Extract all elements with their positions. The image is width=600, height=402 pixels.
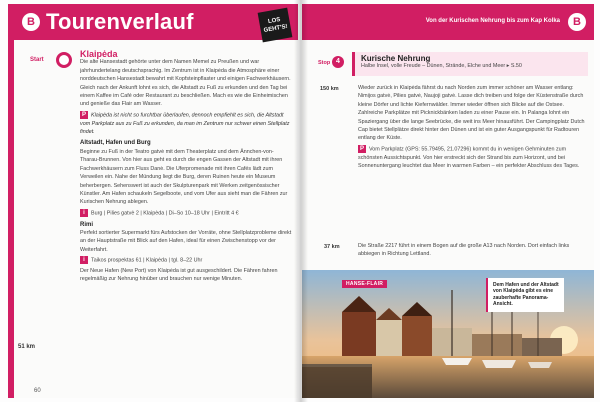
chapter-badge: B (22, 13, 40, 31)
poi-section (80, 50, 292, 284)
photo-caption: Dem Hafen und der Altstadt von Klaipėda gibt es eine zauberhafte Panorama-Ansicht. (486, 278, 564, 312)
info-line (80, 256, 292, 265)
info-text: Burg | Pilies gatvė 2 | Klaipėda | Di–So 10–18 Uhr | Eintritt 4 € (91, 210, 239, 217)
km-marker: 37 km (324, 244, 340, 250)
spine-shadow (294, 0, 308, 402)
body-paragraph: Perfekt sortierter Supermarkt fürs Aufstocken der Vorräte, ohne Stellplatzprobleme direkt an der Hauptstraße mit Blick auf den Hafen, ideal für einen Zwischenstopp vor der Weiterfahrt. (80, 229, 292, 253)
section-heading: Rimi (80, 221, 94, 228)
intro-paragraph: Die alte Hansestadt gehörte unter dem Namen Memel zu Preußen und war jahrhundertelang deutschsprachig. Im Zentrum ist in Klaipėda die Atmosphäre einer norddeutschen Hansestadt bewahrt mit Kopfsteinpflaster und einigen Fachwerkhäusern. Gleich nach der Ankunft lohnt es sich, die Altstadt zu Fuß zu erkunden und den Tag bei einem Kaffee im Café oder Restaurant zu beschließen. Mach es wie die Einheimischen und genieße das Flair am Wasser. (80, 59, 291, 108)
start-label: Start (30, 57, 44, 63)
photo-tag: HANSE-FLAIR (342, 280, 387, 288)
parking-icon: P (81, 111, 86, 118)
stop-subtitle: Halbe Insel, volle Freude – Dünen, Strände, Elche und Meer ▸ S.50 (361, 63, 522, 69)
stop-label: Stop (318, 60, 331, 66)
right-page (302, 4, 594, 398)
page-title: Tourenverlauf (46, 9, 194, 34)
body-paragraph: Der Neue Hafen (New Port) von Klaipėda ist gut ausgeschildert. Die Fähren fahren regelmäßig zur Nehrung hinüber und brauchen nur wenige Minuten. (80, 268, 278, 283)
poi-title: Klaipėda (80, 50, 118, 59)
start-marker-icon (56, 52, 72, 68)
page-number: 60 (34, 388, 41, 394)
parking-icon: P (359, 145, 364, 152)
page-edge-strip (8, 4, 14, 398)
route-text-2 (358, 242, 588, 262)
body-paragraph: Beginne zu Fuß in der Teatro gatvė mit dem Theaterplatz und dem Ännchen-von-Tharau-Brunnen. Von hier aus geht es durch die engen Gassen der Altstadt mit ihren Fachwerkhäusern zum Fluss Danė. Die Uferpromenade mit ihren Cafés lädt zum Verweilen ein. Nahe der Mündung liegt die Burg, deren Ruinen heute ein Museum beherbergen. Sehenswert ist auch der Skulpturenpark mit Werken zeitgenössischer Künstler. Am Hafen schaukeln Segelboote, und vom Ufer aus sieht man die Fähren zur Kurischen Nehrung ablegen. (80, 148, 288, 206)
km-marker: 51 km (18, 344, 36, 350)
chapter-badge: B (568, 13, 586, 31)
info-text: Taikos prospektas 61 | Klaipėda | tgl. 8–22 Uhr (91, 257, 203, 264)
tip-block (80, 111, 292, 137)
tip-text: Klaipėda ist nicht so furchtbar überlaufen, dennoch empfiehlt es sich, die Altstadt vom Parkplatz aus zu Fuß zu erkunden, da man im Zentrum nur schwer einen Stellplatz findet. (80, 112, 290, 136)
sticker-badge: LOS GEHT'S! (258, 8, 293, 43)
body-paragraph: Wieder zurück in Klaipėda fährst du nach Norden zum immer schöner am Wasser entlang: Nimijos gatvė, Pilies gatvė, Naujoji gatvė. Lasse dich treiben und folge der Küstenstraße durch kleine Dörfer und lichte Kiefernwälder. Immer wieder öffnen sich Blicke auf die Ostsee. Zahlreiche Parkplätze mit Picknickbänken laden zu einer Pause ein. In Palanga lohnt ein Spaziergang über die lange Seebrücke, die weit ins Meer hinausführt. Der Campingplatz Dutch Cap bietet Stellplätze direkt hinter den Dünen und ist ein guter Ausgangspunkt für Radtouren entlang der Küste. (358, 85, 585, 142)
tip-text: Vom Parkplatz (GPS: 55.79495, 21.07296) kommt du in wenigen Gehminuten zum schönsten Aussichtspunkt. Von hier erstreckt sich der Strand bis zum Horizont, und bei Sonnenuntergang leuchtet das Meer in warmen Farben – ein perfekter Abschluss des Tages. (358, 146, 580, 170)
stop-title: Kurische Nehrung (361, 54, 431, 63)
route-text (358, 84, 588, 226)
section-heading: Altstadt, Hafen und Burg (80, 140, 151, 147)
info-icon: i (80, 256, 88, 264)
body-paragraph: Die Straße 2217 führt in einem Bogen auf die große A13 nach Norden. Dort einfach links abbiegen in Richtung Lettland. (358, 243, 570, 258)
running-header: Von der Kurischen Nehrung bis zum Kap Kolka (425, 18, 560, 24)
stop-box (352, 52, 588, 76)
info-line (80, 209, 292, 218)
km-marker: 150 km (320, 86, 339, 92)
info-icon: i (80, 209, 88, 217)
harbour-photo (302, 270, 594, 398)
left-page (8, 4, 298, 398)
stop-number-badge: 4 (332, 56, 344, 68)
tip-block (358, 145, 588, 171)
